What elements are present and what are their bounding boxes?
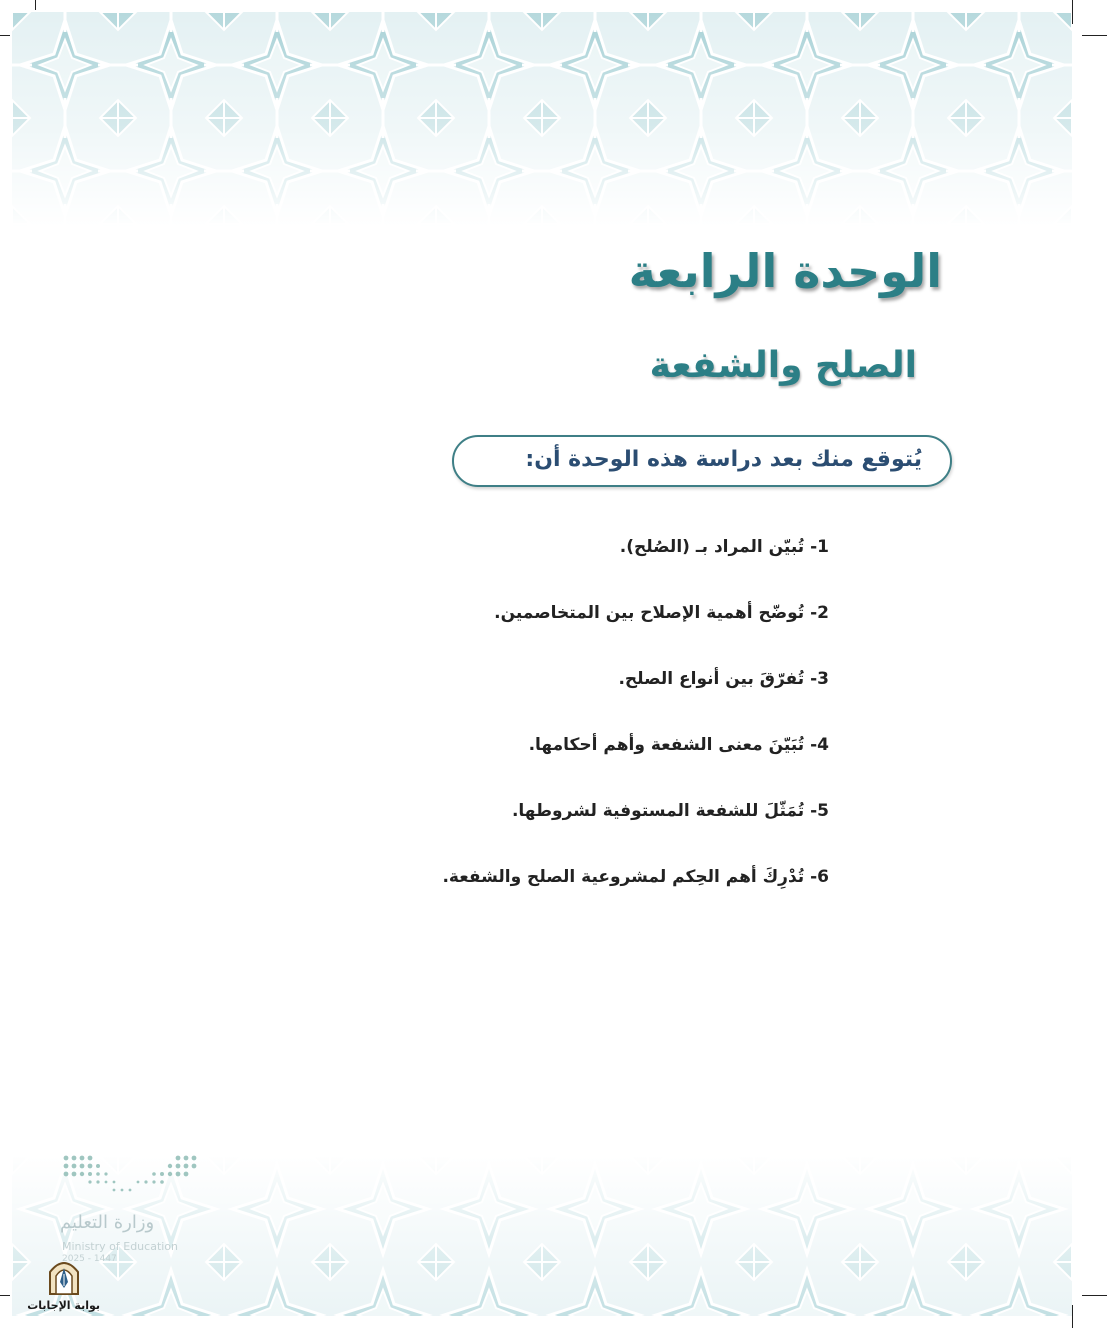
ministry-name-arabic: وزارة التعليم bbox=[60, 1212, 155, 1233]
objectives-list bbox=[269, 537, 829, 933]
crop-mark-bottom-right-v bbox=[1072, 1305, 1073, 1328]
unit-title: الوحدة الرابعة bbox=[628, 244, 942, 298]
objective-number: 1- bbox=[810, 537, 829, 557]
objective-number: 3- bbox=[810, 669, 829, 689]
textbook-page bbox=[12, 12, 1072, 1316]
objective-text: تُوضّح أهمية الإصلاح بين المتخاصمين. bbox=[494, 603, 805, 623]
crop-mark-bottom-left-h bbox=[0, 1295, 10, 1296]
objective-item bbox=[269, 867, 829, 933]
objective-item bbox=[269, 603, 829, 669]
answers-portal-label: بوابة الإجابات bbox=[27, 1299, 100, 1312]
objective-item bbox=[269, 537, 829, 603]
unit-subtitle: الصلح والشفعة bbox=[649, 345, 917, 386]
objective-text: تُمَثّلَ للشفعة المستوفية لشروطها. bbox=[511, 801, 805, 821]
crop-mark-top-right-v bbox=[1072, 0, 1073, 24]
answers-portal-logo bbox=[28, 1256, 100, 1316]
objective-item bbox=[269, 669, 829, 735]
objective-text: تُفرّقَ بين أنواع الصلح. bbox=[618, 669, 805, 689]
mosque-pen-icon bbox=[44, 1256, 84, 1296]
objective-number: 4- bbox=[810, 735, 829, 755]
crop-mark-top-left-v bbox=[35, 0, 36, 10]
objectives-heading: يُتوقع منك بعد دراسة هذه الوحدة أن: bbox=[525, 447, 922, 472]
objective-text: تُدْرِكَ أهم الحِكم لمشروعية الصلح والشفعة. bbox=[442, 867, 805, 887]
objective-number: 6- bbox=[810, 867, 829, 887]
islamic-pattern-header bbox=[12, 12, 1072, 227]
objective-item bbox=[269, 735, 829, 801]
ministry-dots-icon bbox=[60, 1154, 200, 1196]
objective-number: 2- bbox=[810, 603, 829, 623]
ministry-name-english: Ministry of Education bbox=[62, 1240, 179, 1253]
crop-mark-top-right-h bbox=[1082, 35, 1107, 36]
crop-mark-bottom-right-h bbox=[1082, 1295, 1107, 1296]
objective-number: 5- bbox=[810, 801, 829, 821]
crop-mark-top-left-h bbox=[0, 35, 10, 36]
objective-text: تُبيّن المراد بـ (الصُلح). bbox=[619, 537, 805, 557]
objectives-heading-box bbox=[452, 435, 952, 487]
objective-item bbox=[269, 801, 829, 867]
ministry-year: 2025 - 1447 bbox=[62, 1254, 117, 1264]
objective-text: تُبَيّنَ معنى الشفعة وأهم أحكامها. bbox=[528, 735, 805, 755]
